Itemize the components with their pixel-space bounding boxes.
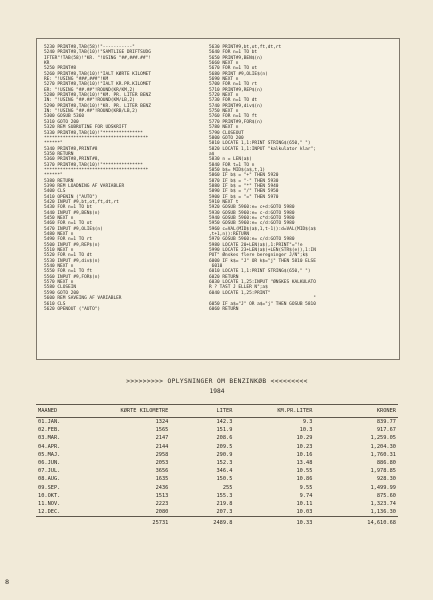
code-line: 5970 GOSUB 5960:e= c/d:GOTO 5980: [209, 237, 295, 243]
summary-title: >>>>>>>>> OPLYSNINGER OM BENZINKØB <<<<<<<<<: [126, 378, 308, 385]
summary-year: 1984: [209, 388, 225, 395]
cell-month: 06.JUN.: [38, 460, 61, 467]
code-line: 5490 FOR n=1 TO rt: [44, 237, 93, 243]
code-line: 5570 NEXT n: [44, 280, 74, 286]
cell-kroner: 1,499.99: [370, 484, 396, 491]
code-line: 5550 FOR n=1 TO ft: [44, 269, 93, 275]
table-totals-row: [36, 517, 398, 528]
code-line: IFTER"!TAB(58)!"KR. "!USING "##,###.##"!: [44, 55, 151, 61]
cell-kilometres: 2080: [155, 509, 169, 516]
total-kroner: 14,610.68: [314, 517, 398, 528]
code-line: 5350 RETURN: [44, 151, 74, 157]
cell-kilometres: 3656: [155, 468, 169, 475]
cell-km-per-litre: 10.86: [296, 476, 313, 483]
code-line: 5520 FOR n=1 TO dt: [44, 253, 93, 259]
code-line: KR: [44, 61, 50, 67]
code-line: 5790 CLOSEOUT: [209, 130, 244, 136]
cell-kilometres: 1324: [155, 419, 169, 425]
table-header-row: [36, 405, 398, 418]
table-row: [36, 426, 398, 434]
table-row: [36, 500, 398, 508]
code-line: PUT" Ønskes flere beregninger J/N";k$: [209, 253, 308, 259]
cell-month: 02.FEB.: [38, 427, 61, 434]
code-line: 5280 PRINT#8,TAB(10)!"KM. PR. LITER BENZ: [44, 93, 151, 99]
cell-kilometres: 2958: [155, 451, 169, 458]
total-cell: [36, 517, 98, 528]
cell-kroner: 886.80: [376, 460, 396, 467]
code-line: 5700 FOR n=1 TO rt: [209, 82, 258, 88]
table-row: [36, 467, 398, 475]
code-line: 5450 NEXT n: [44, 216, 74, 221]
code-line: ,t+1,n)):RETURN: [209, 232, 250, 238]
code-line: 6020 RETURN: [209, 274, 239, 280]
table-row: [36, 451, 398, 459]
code-line: 5330 PRINT#8,TAB(10)!"***************: [44, 130, 143, 136]
cell-month: 07.JUL.: [38, 468, 61, 475]
cell-kilometres: 1513: [155, 492, 169, 499]
cell-month: 10.OKT.: [38, 492, 61, 499]
code-line: 5310 GOTO 200: [44, 119, 79, 125]
cell-km-per-litre: 10.11: [296, 501, 313, 508]
code-line: 5810 LOCATE 1,1:PRINT STRING$(650," "): [209, 141, 311, 147]
code-line: 5440 INPUT #9,BEN$(n): [44, 210, 101, 216]
table-row: [36, 508, 398, 517]
code-line: 5980 LOCATE 20+LEN(a$),1:PRINT"="!e: [209, 242, 303, 248]
cell-km-per-litre: 10.55: [296, 468, 313, 475]
code-line: 6060 RETURN: [209, 306, 239, 312]
cell-km-per-litre: 10.3: [299, 427, 313, 434]
cell-litres: 207.3: [216, 509, 233, 516]
table-row: [36, 434, 398, 442]
code-line: 5640 FOR n=1 TO bt: [209, 50, 258, 56]
cell-km-per-litre: 10.23: [296, 443, 313, 450]
column-header-litres: LITER: [170, 405, 234, 418]
code-line: 5860 IF b$ = "+" THEN 5920: [209, 173, 279, 179]
cell-kroner: 1,259.05: [370, 435, 396, 442]
code-line: 5670 FOR n=1 TO ot: [209, 66, 258, 72]
code-line: 6010: [209, 264, 223, 270]
cell-litres: 142.3: [216, 419, 233, 425]
cell-km-per-litre: 9.3: [302, 419, 313, 425]
code-line: 5620 OPENOUT ("AUTO"): [44, 306, 101, 312]
cell-litres: 209.5: [216, 443, 233, 450]
cell-litres: 150.5: [216, 476, 233, 483]
code-line: 5990 LOCATE 23+LEN(a$)+LEN(STR$(e)),1:IN: [209, 248, 316, 254]
code-line: 5910 NEXT t: [209, 199, 239, 205]
code-line: 5250 PRINT#8: [44, 66, 77, 72]
column-header-km-per-litre: KM.PR.LITER: [234, 405, 314, 418]
code-line: IN: "!USING "##.##"!ROUND(KRB/LB,2): [44, 109, 138, 115]
cell-litres: 219.8: [216, 501, 233, 508]
code-line: 5610 CLS: [44, 301, 66, 307]
code-line: 5820 LOCATE 1,1:INPUT "kalkulator klar";: [209, 146, 316, 152]
cell-kilometres: 2436: [155, 484, 169, 491]
cell-litres: 290.9: [216, 451, 233, 458]
column-header-kilometres: KØRTE KILOMETRE: [98, 405, 170, 418]
code-line: 5760 FOR n=1 TO ft: [209, 114, 258, 120]
code-line: 5950 GOSUB 5960:e= c/d:GOTO 5980: [209, 221, 295, 227]
code-line: 5930 GOSUB 5960:e= c-d:GOTO 5980: [209, 210, 295, 216]
code-line: 5560 INPUT #9,FOR$(n): [44, 274, 101, 280]
cell-month: 01.JAN.: [38, 419, 61, 425]
code-line: 5960 c=VAL(MID$(a$,1,t-1)):d=VAL(MID$(a$: [209, 226, 316, 232]
table-row: [36, 418, 398, 427]
total-kilometres: 25731: [98, 517, 170, 528]
code-line: 5500 INPUT #9,REP$(n): [44, 242, 101, 248]
cell-month: 11.NOV.: [38, 501, 61, 508]
fuel-purchase-table-wrapper: [36, 404, 398, 528]
cell-km-per-litre: 10.03: [296, 509, 313, 516]
code-line: ER: "!USING "##.##"!ROUND(KR/KM,2): [44, 87, 135, 93]
code-line: 5530 INPUT #9,div$(n): [44, 258, 101, 264]
code-line: 5880 IF b$ = "*" THEN 5940: [209, 183, 279, 189]
code-line: 5470 INPUT #9,OLIE$(n): [44, 226, 103, 232]
code-line: 5240 PRINT#8,TAB(10)!"SAMTLIGE DRIFTSUDG: [44, 50, 151, 56]
code-line: 5870 IF b$ = "-" THEN 5930: [209, 178, 279, 184]
cell-km-per-litre: 13.48: [296, 460, 313, 467]
code-line: 5270 PRINT#8,TAB(10)!"IALT KR.PR.KILOMET: [44, 82, 151, 88]
program-listing-frame: [36, 38, 400, 360]
cell-kroner: 1,204.30: [370, 443, 396, 450]
code-line: 5780 NEXT n: [209, 125, 239, 131]
cell-litres: 151.9: [216, 427, 233, 434]
table-body: [36, 418, 398, 517]
code-line: ": [209, 296, 316, 302]
cell-litres: 155.3: [216, 492, 233, 499]
cell-km-per-litre: 9.74: [299, 492, 313, 499]
code-line: 5460 FOR n=1 TO ot: [44, 221, 93, 227]
code-line: ******": [44, 141, 63, 147]
cell-km-per-litre: 9.55: [299, 484, 313, 491]
code-line: 5840 FOR t=1 TO n: [209, 162, 255, 168]
code-line: 5740 PRINT#9,div$(n): [209, 103, 263, 109]
cell-kroner: 928.30: [376, 476, 396, 483]
code-line: 5390 REM LOADNING AF VARIABLER: [44, 183, 125, 189]
cell-kilometres: 2147: [155, 435, 169, 442]
code-line: 5660 NEXT n: [209, 61, 239, 67]
cell-kilometres: 2223: [155, 501, 169, 508]
cell-km-per-litre: 10.16: [296, 451, 313, 458]
table-row: [36, 475, 398, 483]
total-litres: 2489.8: [170, 517, 234, 528]
code-line: RE: "!USING "###,###"!KM: [44, 77, 109, 83]
cell-litres: 208.6: [216, 435, 233, 442]
table-row: [36, 459, 398, 467]
cell-month: 04.APR.: [38, 443, 61, 450]
code-line: 5580 CLOSEIN: [44, 285, 77, 291]
code-line: 5540 NEXT n: [44, 264, 74, 270]
code-line: 5400 CLS: [44, 189, 66, 195]
code-line: 5600 REM SAVEING AF VARIABLER: [44, 296, 122, 302]
cell-km-per-litre: 10.29: [296, 435, 313, 442]
fuel-purchase-table: [36, 404, 398, 528]
cell-month: 12.DEC.: [38, 509, 61, 516]
code-line: 5510 NEXT n: [44, 248, 74, 254]
code-line: 5920 GOSUB 5960:e= c+d:GOTO 5980: [209, 205, 295, 211]
code-line: 5650 PRINT#9,BEN$(n): [209, 55, 263, 61]
code-line: 5850 b$= MID$(a$,t,1): [209, 167, 266, 173]
code-line: IN: "!USING "##.##"!ROUND(KM/LB,2): [44, 98, 135, 104]
code-line: 6000 IF k$= "J" OR k$="j" THEN 5810 ELSE: [209, 258, 316, 264]
cell-kroner: 839.77: [376, 419, 396, 425]
cell-kilometres: 1635: [155, 476, 169, 483]
code-line: R ? TAST J ELLER N";a$: [209, 285, 268, 291]
page-number: 8: [5, 578, 10, 586]
code-line: 5260 PRINT#8,TAB(10)!"IALT KØRTE KILOMET: [44, 71, 151, 77]
code-line: 6050 IF a$="J" OR a$="j" THEN GOSUB 5810: [209, 301, 316, 307]
code-line: 5890 IF b$ = "/" THEN 5950: [209, 189, 279, 195]
code-line: 5230 PRINT#8,TAB(58)!"-----------": [44, 45, 135, 50]
code-line: 6010 LOCATE 1,1:PRINT STRING$(650," "): [209, 269, 311, 275]
code-line: 6030 LOCATE 1,25:INPUT "ØNSKES KALKULATO: [209, 280, 316, 286]
code-line: 5750 NEXT n: [209, 109, 239, 115]
code-line: 5830 n = LEN(a$): [209, 157, 252, 163]
cell-month: 08.AUG.: [38, 476, 61, 483]
cell-kroner: 917.67: [376, 427, 396, 434]
code-line: 5430 FOR n=1 TO bt: [44, 205, 93, 211]
cell-kilometres: 2053: [155, 460, 169, 467]
table-row: [36, 492, 398, 500]
cell-litres: 255: [222, 484, 233, 491]
column-header-month: MAANED: [36, 405, 98, 418]
cell-kroner: 1,978.85: [370, 468, 396, 475]
table-row: [36, 484, 398, 492]
code-line: 5590 GOTO 200: [44, 290, 79, 296]
cell-month: 03.MAR.: [38, 435, 61, 442]
code-line: 5300 GOSUB 5360: [44, 114, 85, 120]
cell-month: 05.MAJ.: [38, 451, 61, 458]
code-line: 5630 PRINT#9,bt,ot,ft,dt,rt: [209, 45, 282, 50]
cell-litres: 346.4: [216, 468, 233, 475]
code-line: 5410 OPENIN ("AUTO"): [44, 194, 98, 200]
code-line: 5680 PRINT #9,OLIE$(n): [209, 71, 268, 77]
code-line: 5480 NEXT n: [44, 232, 74, 238]
cell-litres: 152.3: [216, 460, 233, 467]
program-listing-right-column: [209, 45, 394, 312]
code-line: 5800 GOTO 200: [209, 135, 244, 141]
code-line: 5340 PRINT#8,PRINT#8: [44, 146, 98, 152]
cell-kroner: 875.60: [376, 492, 396, 499]
table-row: [36, 443, 398, 451]
column-header-kroner: KRONER: [314, 405, 398, 418]
code-line: 5360 PRINT#8,PRINT#8,: [44, 157, 101, 163]
code-line: 5900 IF b$ = "=" THEN 5970: [209, 194, 279, 200]
code-line: 5730 FOR n=1 TO dt: [209, 98, 258, 104]
cell-kilometres: 1565: [155, 427, 169, 434]
program-listing-left-column: [44, 45, 204, 312]
code-line: ***************************************: [44, 135, 149, 141]
code-line: a$: [209, 151, 215, 157]
code-line: 6040 LOCATE 1,25:PRINT": [209, 290, 271, 296]
code-line: 5710 PRINT#9,REP$(n): [209, 87, 263, 93]
code-line: 5380 RETURN: [44, 178, 74, 184]
cell-month: 09.SEP.: [38, 484, 61, 491]
code-line: 5690 NEXT n: [209, 77, 239, 83]
cell-kroner: 1,760.31: [370, 451, 396, 458]
code-line: 5370 PRINT#8,TAB(10)!"***************: [44, 162, 143, 168]
cell-kroner: 1,136.30: [370, 509, 396, 516]
code-line: 5720 NEXT n: [209, 93, 239, 99]
total-km-per-litre: 10.33: [234, 517, 314, 528]
code-line: ******": [44, 173, 63, 179]
cell-kilometres: 2144: [155, 443, 169, 450]
code-line: 5770 PRINT#9,FOR$(n): [209, 119, 263, 125]
code-line: 5320 REM SUBRUTINE FOR UDSKRIFT: [44, 125, 127, 131]
code-line: ***************************************: [44, 167, 149, 173]
code-line: 5290 PRINT#8,TAB(10)!"KR. PR. LITER BENZ: [44, 103, 151, 109]
code-line: 5420 INPUT #9,bt,ot,ft,dt,rt: [44, 199, 119, 205]
cell-kroner: 1,323.74: [370, 501, 396, 508]
code-line: 5940 GOSUB 5960:e= c*d:GOTO 5980: [209, 216, 295, 221]
